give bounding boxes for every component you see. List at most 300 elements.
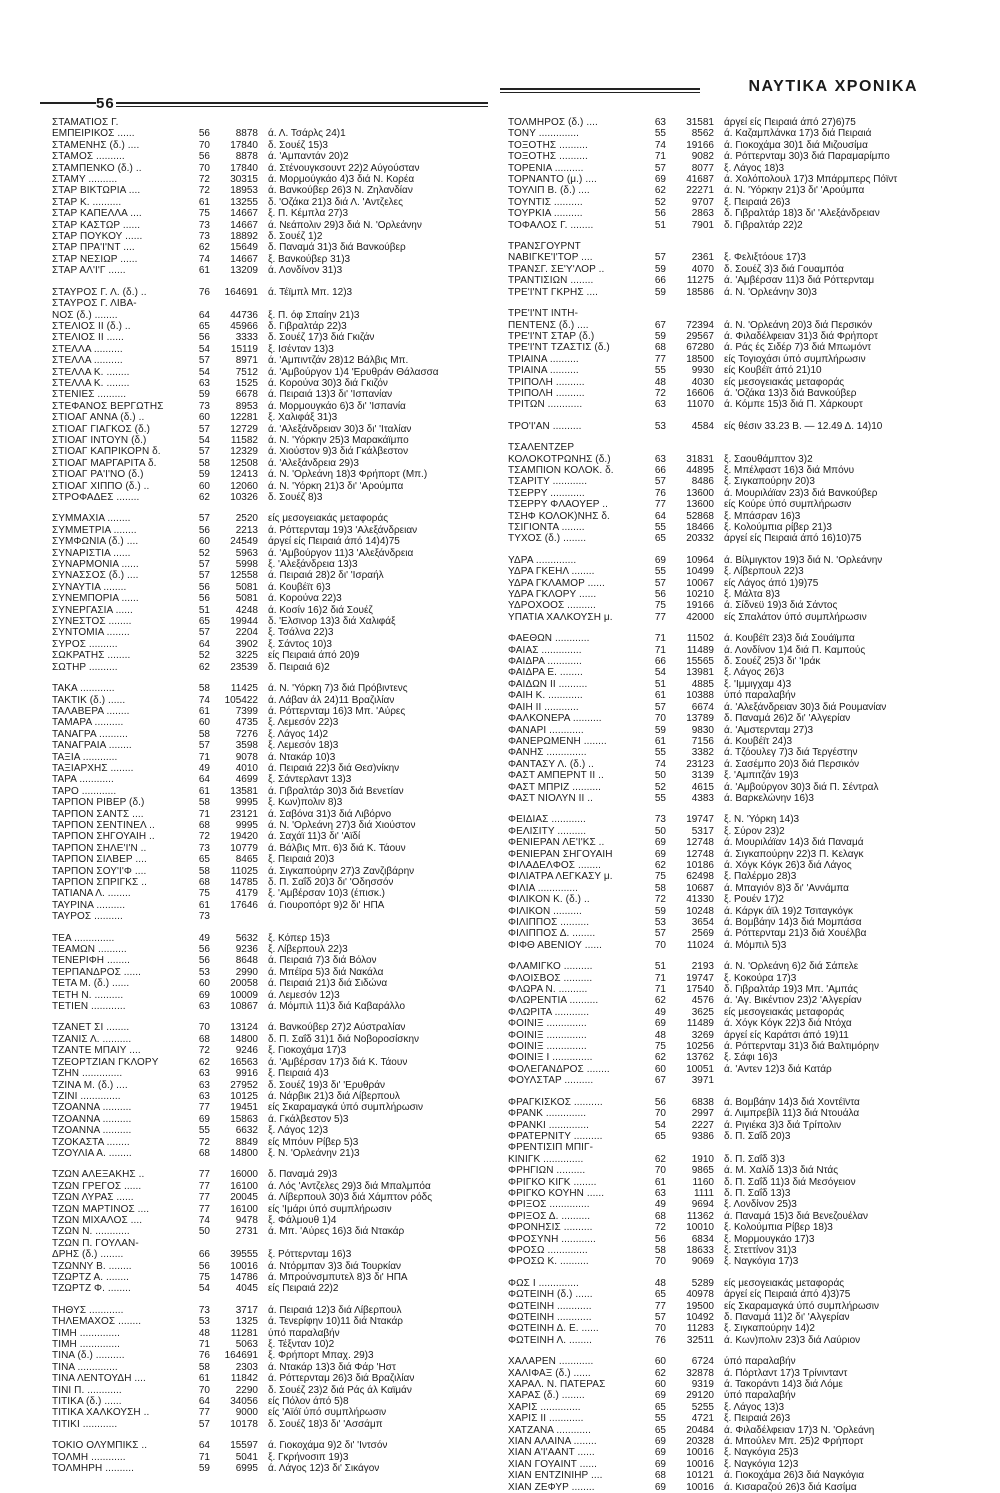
ship-entry [508, 151, 948, 162]
build-year: 74 [654, 139, 666, 151]
ship-entry [508, 770, 948, 781]
ship-name: ΤΕΡΠΑΝΔΡΟΣ ...... [52, 966, 142, 978]
tonnage: 44895 [686, 464, 714, 476]
ship-name: ΥΔΡΑ .............. [508, 554, 577, 566]
ship-name: ΣΤΑΜΟΣ .......... [52, 151, 125, 163]
ship-entry [52, 1091, 492, 1102]
ship-entry [508, 1188, 948, 1199]
ship-name: ΦΑΙΗ ΙΙ ............ [508, 701, 579, 713]
build-year: 59 [198, 469, 210, 481]
tonnage: 11283 [686, 1323, 714, 1335]
ship-entry [52, 1204, 492, 1215]
ship-entry [508, 1211, 948, 1222]
tonnage: 9078 [235, 751, 258, 763]
tonnage: 10388 [686, 690, 714, 702]
ship-entry [508, 713, 948, 724]
build-year: 57 [654, 701, 666, 713]
ship-entry [508, 1097, 948, 1108]
tonnage: 6838 [691, 1096, 714, 1108]
ship-entry [508, 499, 948, 510]
ship-name: ΤΙΝΙ Π. ............ [52, 1384, 122, 1396]
ship-entry [52, 185, 492, 196]
build-year: 61 [198, 785, 210, 797]
tonnage: 17840 [230, 162, 258, 174]
ship-entry [52, 740, 492, 751]
ship-name: ΣΤΕΛΙΟΣ ΙΙ (δ.) .. [52, 320, 131, 332]
ship-name: ΦΙΦΘ ΑΒΕΝΙΟΥ ...... [508, 939, 603, 951]
ship-entry [508, 1335, 948, 1346]
ship-entry [52, 729, 492, 740]
ship-entry [508, 1390, 948, 1401]
ship-status: δ. Πειραιά 6)2 [268, 661, 330, 673]
ship-status: ά. Ν. 'Ορλεάνη 20)3 διά Περσικόν [724, 319, 873, 331]
ship-status: δ. Σουέζ 17)3 διά Γκιζάν [268, 332, 375, 344]
build-year: 50 [654, 825, 666, 837]
build-year: 76 [198, 1350, 210, 1362]
ship-entry [508, 1165, 948, 1176]
ship-name: ΥΔΡΑ ΓΚΕΗΛ ........ [508, 566, 595, 578]
group-spacer [508, 951, 948, 961]
ship-status: ξ. Ν. 'Υόρκη 14)3 [724, 814, 800, 826]
ship-status: ά. Λάβαν άλ 24)11 Βραζιλίαν [268, 694, 395, 706]
build-year: 69 [654, 1390, 666, 1402]
tonnage: 4584 [691, 420, 714, 432]
build-year: 75 [198, 208, 210, 220]
ship-name: ΤΣΕΡΡΥ ............ [508, 487, 585, 499]
ship-entry [52, 820, 492, 831]
ship-name: ΝΑΒΙΓΚΕ'Ι'ΤΟΡ .... [508, 252, 593, 264]
ship-name: ΦΙΛΙΑ .............. [508, 882, 579, 894]
build-year: 71 [654, 151, 666, 163]
ship-entry [508, 1323, 948, 1334]
ship-name: ΤΑΛΑΒΕΡΑ ........ [52, 705, 130, 717]
ship-name: ΧΑΡΙΣ ΙΙ ............ [508, 1413, 584, 1425]
tonnage: 10016 [686, 1458, 714, 1470]
ship-name: ΤΟΚΙΟ ΟΛΥΜΠΙΚΣ .. [52, 1440, 148, 1452]
ship-status: ά. Ν. 'Υόρκη 7)3 διά Πρόβιντενς [268, 683, 408, 695]
ship-status: ά. 'Αμπαντάν 20)2 [268, 151, 349, 163]
ship-name: ΤΖΑΝΙΣ Λ. .......... [52, 1033, 132, 1045]
ship-name: ΤΑΡΠΟΝ ΣΑΝΤΣ .... [52, 808, 144, 820]
build-year: 57 [198, 513, 210, 525]
tonnage: 3269 [691, 1029, 714, 1041]
ship-entry [52, 990, 492, 1001]
tonnage: 2361 [691, 252, 714, 264]
ship-status: ά. Κοσίν 16)2 διά Σουέζ [268, 604, 373, 616]
ship-status: άργεί είς Πειραιά άπό 4)3)75 [724, 1289, 851, 1301]
ship-name: ΣΤΑΜΑΤΙΟΣ Γ. [52, 117, 119, 128]
tonnage: 13789 [686, 713, 714, 725]
ship-status: ά. Σίδνεϋ 19)3 διά Σάντος [724, 600, 838, 612]
ship-status: ξ. Σύρον 23)2 [724, 825, 785, 837]
ship-name: ΣΥΜΜΑΧΙΑ ........ [52, 513, 131, 525]
ship-status: ξ. 'Αλεξάνδρεια 13)3 [268, 559, 358, 571]
build-year: 59 [654, 286, 666, 298]
tonnage: 5255 [691, 1401, 714, 1413]
tonnage: 42000 [686, 611, 714, 623]
ship-status: ξ. Ν. 'Ορλεάνην 21)3 [268, 1147, 360, 1159]
tonnage: 67280 [686, 342, 714, 354]
ship-entry [52, 1022, 492, 1033]
ship-name: ΦΟΙΝΙΞ .............. [508, 1029, 587, 1041]
ship-status: ξ. Τσάλνα 22)3 [268, 627, 334, 639]
ship-name: ΚΙΝΙΓΚ .............. [508, 1153, 584, 1165]
build-year: 67 [654, 319, 666, 331]
tonnage: 10016 [230, 1260, 258, 1272]
ship-name: ΧΙΑΝ ΑΛΑΙΝΑ ........ [508, 1436, 597, 1448]
tonnage: 5063 [235, 1339, 258, 1351]
ship-status: ά. Ντακάρ 10)3 [268, 751, 336, 763]
ship-status: ά. Κισαραζού 26)3 διά Κασίμα [724, 1481, 857, 1493]
ship-status: δ. Παναμά 26)2 δι' 'Αλγερίαν [724, 713, 851, 725]
tonnage: 2520 [235, 513, 258, 525]
build-year: 56 [654, 208, 666, 220]
tonnage: 9916 [235, 1068, 258, 1080]
ship-status: ά. 'Αμβούργον 11)3 'Αλεξάνδρεια [268, 547, 414, 559]
build-year: 70 [654, 1256, 666, 1268]
ship-entry [52, 1407, 492, 1418]
ship-status: ξ. Μπάσραν 16)3 [724, 510, 801, 522]
ship-status: ά. Τέϊμπλ Μπ. 12)3 [268, 286, 353, 298]
ship-name: ΦΩΤΕΙΝΗ Δ. Ε. ...... [508, 1323, 599, 1335]
ship-name: ΤΕΤΙΕΝ ............ [52, 1001, 126, 1013]
ship-entry [508, 1108, 948, 1119]
build-year: 63 [198, 1079, 210, 1091]
ship-name: ΣΤΕΛΛΑ Κ. ........ [52, 366, 130, 378]
tonnage: 6674 [691, 701, 714, 713]
build-year: 69 [654, 837, 666, 849]
ship-name: ΣΥΝΑΡΜΟΝΙΑ ...... [52, 559, 139, 571]
ship-entry [52, 1419, 492, 1430]
tonnage: 3225 [235, 650, 258, 662]
ship-entry [508, 961, 948, 972]
header-rule-left-b [116, 102, 488, 104]
ship-status: ξ. Πειραιά 26)3 [724, 196, 791, 208]
ship-entry [52, 525, 492, 536]
ship-name: ΦΑΙΗ Κ. ............ [508, 690, 583, 702]
ship-entry [52, 254, 492, 265]
ship-status: ά. Καζαμπλάνκα 17)3 διά Πειραιά [724, 128, 872, 140]
ship-status: ά. Βανκούβερ 27)2 Αύστραλίαν [268, 1022, 406, 1034]
tonnage: 9236 [235, 944, 258, 956]
ship-status: ξ. Σάντερλαντ 13)3 [268, 774, 352, 786]
build-year: 57 [198, 355, 210, 367]
ship-name: ΝΟΣ (δ.) ........ [52, 309, 118, 321]
tonnage: 17840 [230, 139, 258, 151]
tonnage: 10186 [686, 859, 714, 871]
build-year: 65 [654, 1289, 666, 1301]
tonnage: 12413 [230, 469, 258, 481]
ship-status: ξ. Μορμουγκάο 17)3 [724, 1233, 815, 1245]
tonnage: 10009 [230, 989, 258, 1001]
ship-name: ΣΤΙΟΑΓ ΙΝΤΟΥΝ (δ.) [52, 434, 147, 446]
ship-name: ΦΡΙΓΚΟ ΚΟΥΗΝ ...... [508, 1187, 605, 1199]
ship-status: ξ. Ρουέν 17)2 [724, 894, 784, 906]
build-year: 73 [198, 911, 210, 923]
build-year: 57 [198, 423, 210, 435]
build-year: 63 [198, 1001, 210, 1013]
build-year: 75 [654, 871, 666, 883]
ship-entry [52, 1045, 492, 1056]
tonnage: 1525 [235, 377, 258, 389]
build-year: 71 [654, 633, 666, 645]
ship-name: ΦΡΙΞΟΣ Δ. .......... [508, 1210, 591, 1222]
build-year: 60 [654, 1356, 666, 1368]
tonnage: 41330 [686, 894, 714, 906]
build-year: 62 [198, 661, 210, 673]
ship-name: ΤΖΩΝΝΥ Β. ........ [52, 1260, 132, 1272]
ship-name: ΤΖΩΝ Ν. ............ [52, 1226, 130, 1238]
ship-status: ά. Ρόττερνταμ 30)3 διά Παραμαρίμπο [724, 151, 890, 163]
header-rule-right [500, 88, 700, 90]
ship-status: ά. Ράς ές Σιδέρ 7)3 διά Μπωμόντ [724, 342, 872, 354]
ship-status: ά. Σιγκαπούρην 27)3 Ζανζιβάρην [268, 865, 415, 877]
tonnage: 8878 [235, 151, 258, 163]
build-year: 71 [198, 1339, 210, 1351]
ship-entry [508, 308, 948, 319]
tonnage: 10248 [686, 905, 714, 917]
ship-name: ΦΑΙΔΩΝ ΙΙ .......... [508, 678, 588, 690]
ship-entry [52, 1316, 492, 1327]
ship-status: ά. Πειραιά 13)3 δι' 'Ισπανίαν [268, 389, 393, 401]
ship-status: ά. Σαβόνα 31)3 διά Λιβόρνο [268, 808, 392, 820]
build-year: 59 [654, 905, 666, 917]
build-year: 51 [654, 678, 666, 690]
ship-name: ΦΟΙΝΙΞ Ι .............. [508, 1052, 593, 1064]
tonnage: 6678 [235, 389, 258, 401]
ship-entry [508, 849, 948, 860]
tonnage: 19500 [686, 1300, 714, 1312]
build-year: 56 [198, 1260, 210, 1272]
ship-name: ΣΤΙΟΑΓ ΓΙΑΓΚΟΣ (δ.) [52, 423, 151, 435]
build-year: 58 [198, 728, 210, 740]
ship-name: ΤΟΝΥ .............. [508, 128, 579, 140]
ship-status: δ. Γιβραλτάρ 18)3 δι' 'Αλεξάνδρειαν [724, 208, 880, 220]
ship-name: ΤΙΜΗ .............. [52, 1339, 121, 1351]
tonnage: 1325 [235, 1316, 258, 1328]
ship-status: ά. Σαχάϊ 11)3 δι' 'Αϊδί [268, 831, 361, 843]
build-year: 48 [654, 1029, 666, 1041]
build-year: 52 [654, 196, 666, 208]
ship-status: ά. Κορούνα 30)3 διά Γκιζόν [268, 377, 388, 389]
ship-name: ΤΕΤΗ Ν. .......... [52, 989, 124, 1001]
tonnage: 9478 [235, 1214, 258, 1226]
tonnage: 15565 [686, 656, 714, 668]
ship-status: ξ. Φελιξτόουε 17)3 [724, 252, 806, 264]
build-year: 57 [198, 627, 210, 639]
build-year: 73 [198, 842, 210, 854]
build-year: 77 [198, 1192, 210, 1204]
tonnage: 2990 [235, 966, 258, 978]
ship-name: ΤΟΛΜΗΡΟΣ (δ.) .... [508, 117, 598, 128]
ship-entry [508, 1436, 948, 1447]
ship-name: ΣΥΝΕΜΠΟΡΙΑ ...... [52, 593, 139, 605]
build-year: 60 [198, 978, 210, 990]
build-year: 66 [198, 1249, 210, 1261]
magazine-title: ΝΑΥΤΙΚΑ ΧΡΟΝΙΚΑ [748, 78, 918, 95]
tonnage: 14800 [230, 1147, 258, 1159]
ship-name: ΣΤΡΟΦΑΔΕΣ ........ [52, 492, 140, 503]
ship-status: είς Μπόυν Ρίβερ 5)3 [268, 1136, 359, 1148]
ship-status: άργεί είς Πειραιά άπό 14)4)75 [268, 536, 400, 548]
ship-entry [508, 140, 948, 151]
ship-entry [508, 331, 948, 342]
ship-status: δ. Σουέζ 25)3 δι' 'Ιράκ [724, 656, 821, 668]
ship-entry [508, 365, 948, 376]
ship-status: ξ. Λίβερπουλ 22)3 [724, 566, 804, 578]
ship-entry [508, 1459, 948, 1470]
ship-status: ά. Βανκούβερ 26)3 Ν. Ζηλανδίαν [268, 185, 413, 197]
ship-entry [52, 548, 492, 559]
tonnage: 5081 [235, 593, 258, 605]
ship-name: ΤΑΜΑΡΑ .......... [52, 717, 124, 729]
tonnage: 11275 [686, 275, 714, 287]
tonnage: 18633 [686, 1244, 714, 1256]
build-year: 69 [654, 848, 666, 860]
build-year: 65 [654, 1424, 666, 1436]
tonnage: 4070 [691, 263, 714, 275]
tonnage: 13124 [230, 1022, 258, 1034]
ship-name: ΤΖΩΡΤΖ Φ. ........ [52, 1283, 131, 1295]
ship-name: ΤΑΡΠΟΝ ΣΠΡΙΓΚΣ .. [52, 877, 147, 888]
ship-name: ΤΑΥΡΟΣ .......... [52, 911, 123, 923]
build-year: 74 [198, 694, 210, 706]
build-year: 56 [198, 581, 210, 593]
tonnage: 2213 [235, 524, 258, 536]
build-year: 77 [654, 1300, 666, 1312]
build-year: 54 [654, 1119, 666, 1131]
ship-name: ΤΣΙΓΙΟΝΤΑ ........ [508, 522, 585, 533]
build-year: 66 [654, 464, 666, 476]
build-year: 54 [198, 343, 210, 355]
build-year: 58 [654, 1244, 666, 1256]
build-year: 74 [654, 758, 666, 770]
ship-entry [508, 465, 948, 476]
build-year: 73 [198, 219, 210, 231]
tonnage: 4045 [235, 1283, 258, 1295]
ship-entry [508, 1041, 948, 1052]
ship-name: ΤΖΙΝΙ .............. [52, 1090, 121, 1102]
ship-entry [508, 421, 948, 432]
ship-name: ΦΡΑΤΕΡΝΙΤΥ .......... [508, 1130, 603, 1142]
tonnage: 3654 [691, 917, 714, 928]
ship-name: ΤΖΩΝ ΑΛΕΞΑΚΗΣ .. [52, 1169, 145, 1181]
ship-status: ά. Ντόρμπαν 3)3 διά Τουρκίαν [268, 1260, 401, 1272]
ship-entry [508, 1402, 948, 1413]
header-rule-left-c [116, 106, 488, 107]
ship-name: ΤΑΡΠΟΝ ΣΙΛΒΕΡ .... [52, 854, 147, 866]
ship-entry [52, 763, 492, 774]
ship-entry [52, 208, 492, 219]
ship-name: ΤΖΟΑΝΝΑ .......... [52, 1125, 132, 1137]
ship-entry [508, 1379, 948, 1390]
tonnage: 12508 [230, 457, 258, 469]
ship-name: ΤΡΙΠΟΛΗ .......... [508, 376, 585, 388]
build-year: 53 [654, 917, 666, 928]
ship-status: δ. Π. Σαΐδ 20)3 δι' 'Οδησσόν [268, 877, 394, 888]
build-year: 63 [198, 1068, 210, 1080]
ship-entry [52, 662, 492, 673]
tonnage: 10121 [686, 1470, 714, 1482]
ship-entry [508, 511, 948, 522]
build-year: 49 [654, 1006, 666, 1018]
build-year: 66 [654, 656, 666, 668]
ship-name: ΤΖΟΚΑΣΤΑ ........ [52, 1136, 130, 1148]
tonnage: 24549 [230, 536, 258, 548]
ship-entry [508, 679, 948, 690]
ship-name: ΤΡΕ'Ι'ΝΤ ΣΤΑΡ (δ.) [508, 330, 595, 342]
build-year: 64 [198, 774, 210, 786]
ship-entry [52, 774, 492, 785]
build-year: 51 [654, 219, 666, 231]
ship-entry [508, 287, 948, 298]
ship-status: ά. Λονδίνον 1)4 διά Π. Καμπούς [724, 644, 866, 656]
build-year: 51 [654, 961, 666, 973]
build-year: 73 [654, 814, 666, 826]
ship-name: ΣΤΑΡ ΠΟΥΚΟΥ ...... [52, 231, 143, 243]
ship-entry [52, 1283, 492, 1294]
ship-status: δ. 'Ελσινορ 13)3 διά Χαλιφάξ [268, 616, 396, 628]
ship-entry [508, 1131, 948, 1142]
ship-entry [52, 401, 492, 412]
tonnage: 13600 [686, 499, 714, 511]
ship-name: ΣΤΑΜΥ .......... [52, 174, 118, 186]
ship-entry [52, 536, 492, 547]
ship-entry [52, 435, 492, 446]
ship-status: ά. 'Αμβούργον 30)3 διά Π. Σέντραλ [724, 781, 879, 793]
ship-name: ΤΖΑΝΤΕ ΜΠΑΙΥ .... [52, 1045, 141, 1057]
tonnage: 14667 [230, 208, 258, 220]
ship-name: ΤΖΑΝΕΤ ΣΙ ........ [52, 1022, 130, 1034]
ship-name: ΦΡΟΝΗΣΙΣ .......... [508, 1222, 593, 1234]
ship-status: ξ. Ρόττερνταμ 16)3 [268, 1249, 352, 1261]
tonnage: 10256 [686, 1041, 714, 1053]
ship-name: ΦΑΛΚΟΝΕΡΑ .......... [508, 713, 602, 725]
tonnage: 8486 [691, 476, 714, 488]
ship-status: ά. Ρόττερνταμ 31)3 διά Βαλτιμόρην [724, 1041, 879, 1053]
ship-status: ά. Μόμπιλ 11)3 διά Καβαράλλο [268, 1001, 406, 1013]
ship-entry [508, 871, 948, 882]
ship-entry [508, 128, 948, 139]
tonnage: 7512 [235, 366, 258, 378]
ship-entry [52, 446, 492, 457]
ship-name: ΣΤΑΡ ΑΛ'Ι'Γ ...... [52, 265, 126, 277]
ship-status: δ. Παναμά 29)3 [268, 1169, 338, 1181]
build-year: 48 [654, 376, 666, 388]
ship-name: ΤΖΟΥΛΙΑ Α. ........ [52, 1147, 132, 1159]
tonnage: 9319 [691, 1379, 714, 1391]
tonnage: 20332 [686, 533, 714, 545]
group-spacer [508, 545, 948, 555]
ship-entry [508, 600, 948, 611]
ship-status: ξ. Πειραιά 4)3 [268, 1068, 329, 1080]
ship-entry [508, 793, 948, 804]
ship-status: είς μεσογειακάς μεταφοράς [724, 1006, 845, 1018]
ship-entry [52, 717, 492, 728]
ship-name: ΣΥΝΑΡΙΣΤΙΑ ...... [52, 547, 131, 559]
ship-status: ά. Κουβέϊτ 23)3 διά Σουάϊμπα [724, 633, 855, 645]
ship-name: ΤΣΗΦ ΚΟΛΟΚ)ΝΗΣ δ. [508, 510, 610, 522]
build-year: 62 [654, 1367, 666, 1379]
ship-status: ξ. Φρήπορτ Μπαχ. 29)3 [268, 1350, 374, 1362]
ship-status: ξ. Σιγκαπούρην 20)3 [724, 476, 815, 488]
build-year: 77 [654, 499, 666, 511]
ship-status: ά. 'Αλεξάνδρειαν 30)3 διά Ρουμανίαν [724, 701, 887, 713]
tonnage: 11425 [230, 683, 258, 695]
group-spacer [52, 673, 492, 683]
build-year: 60 [654, 1379, 666, 1391]
ship-name: ΤΙΝΑ .............. [52, 1361, 118, 1373]
